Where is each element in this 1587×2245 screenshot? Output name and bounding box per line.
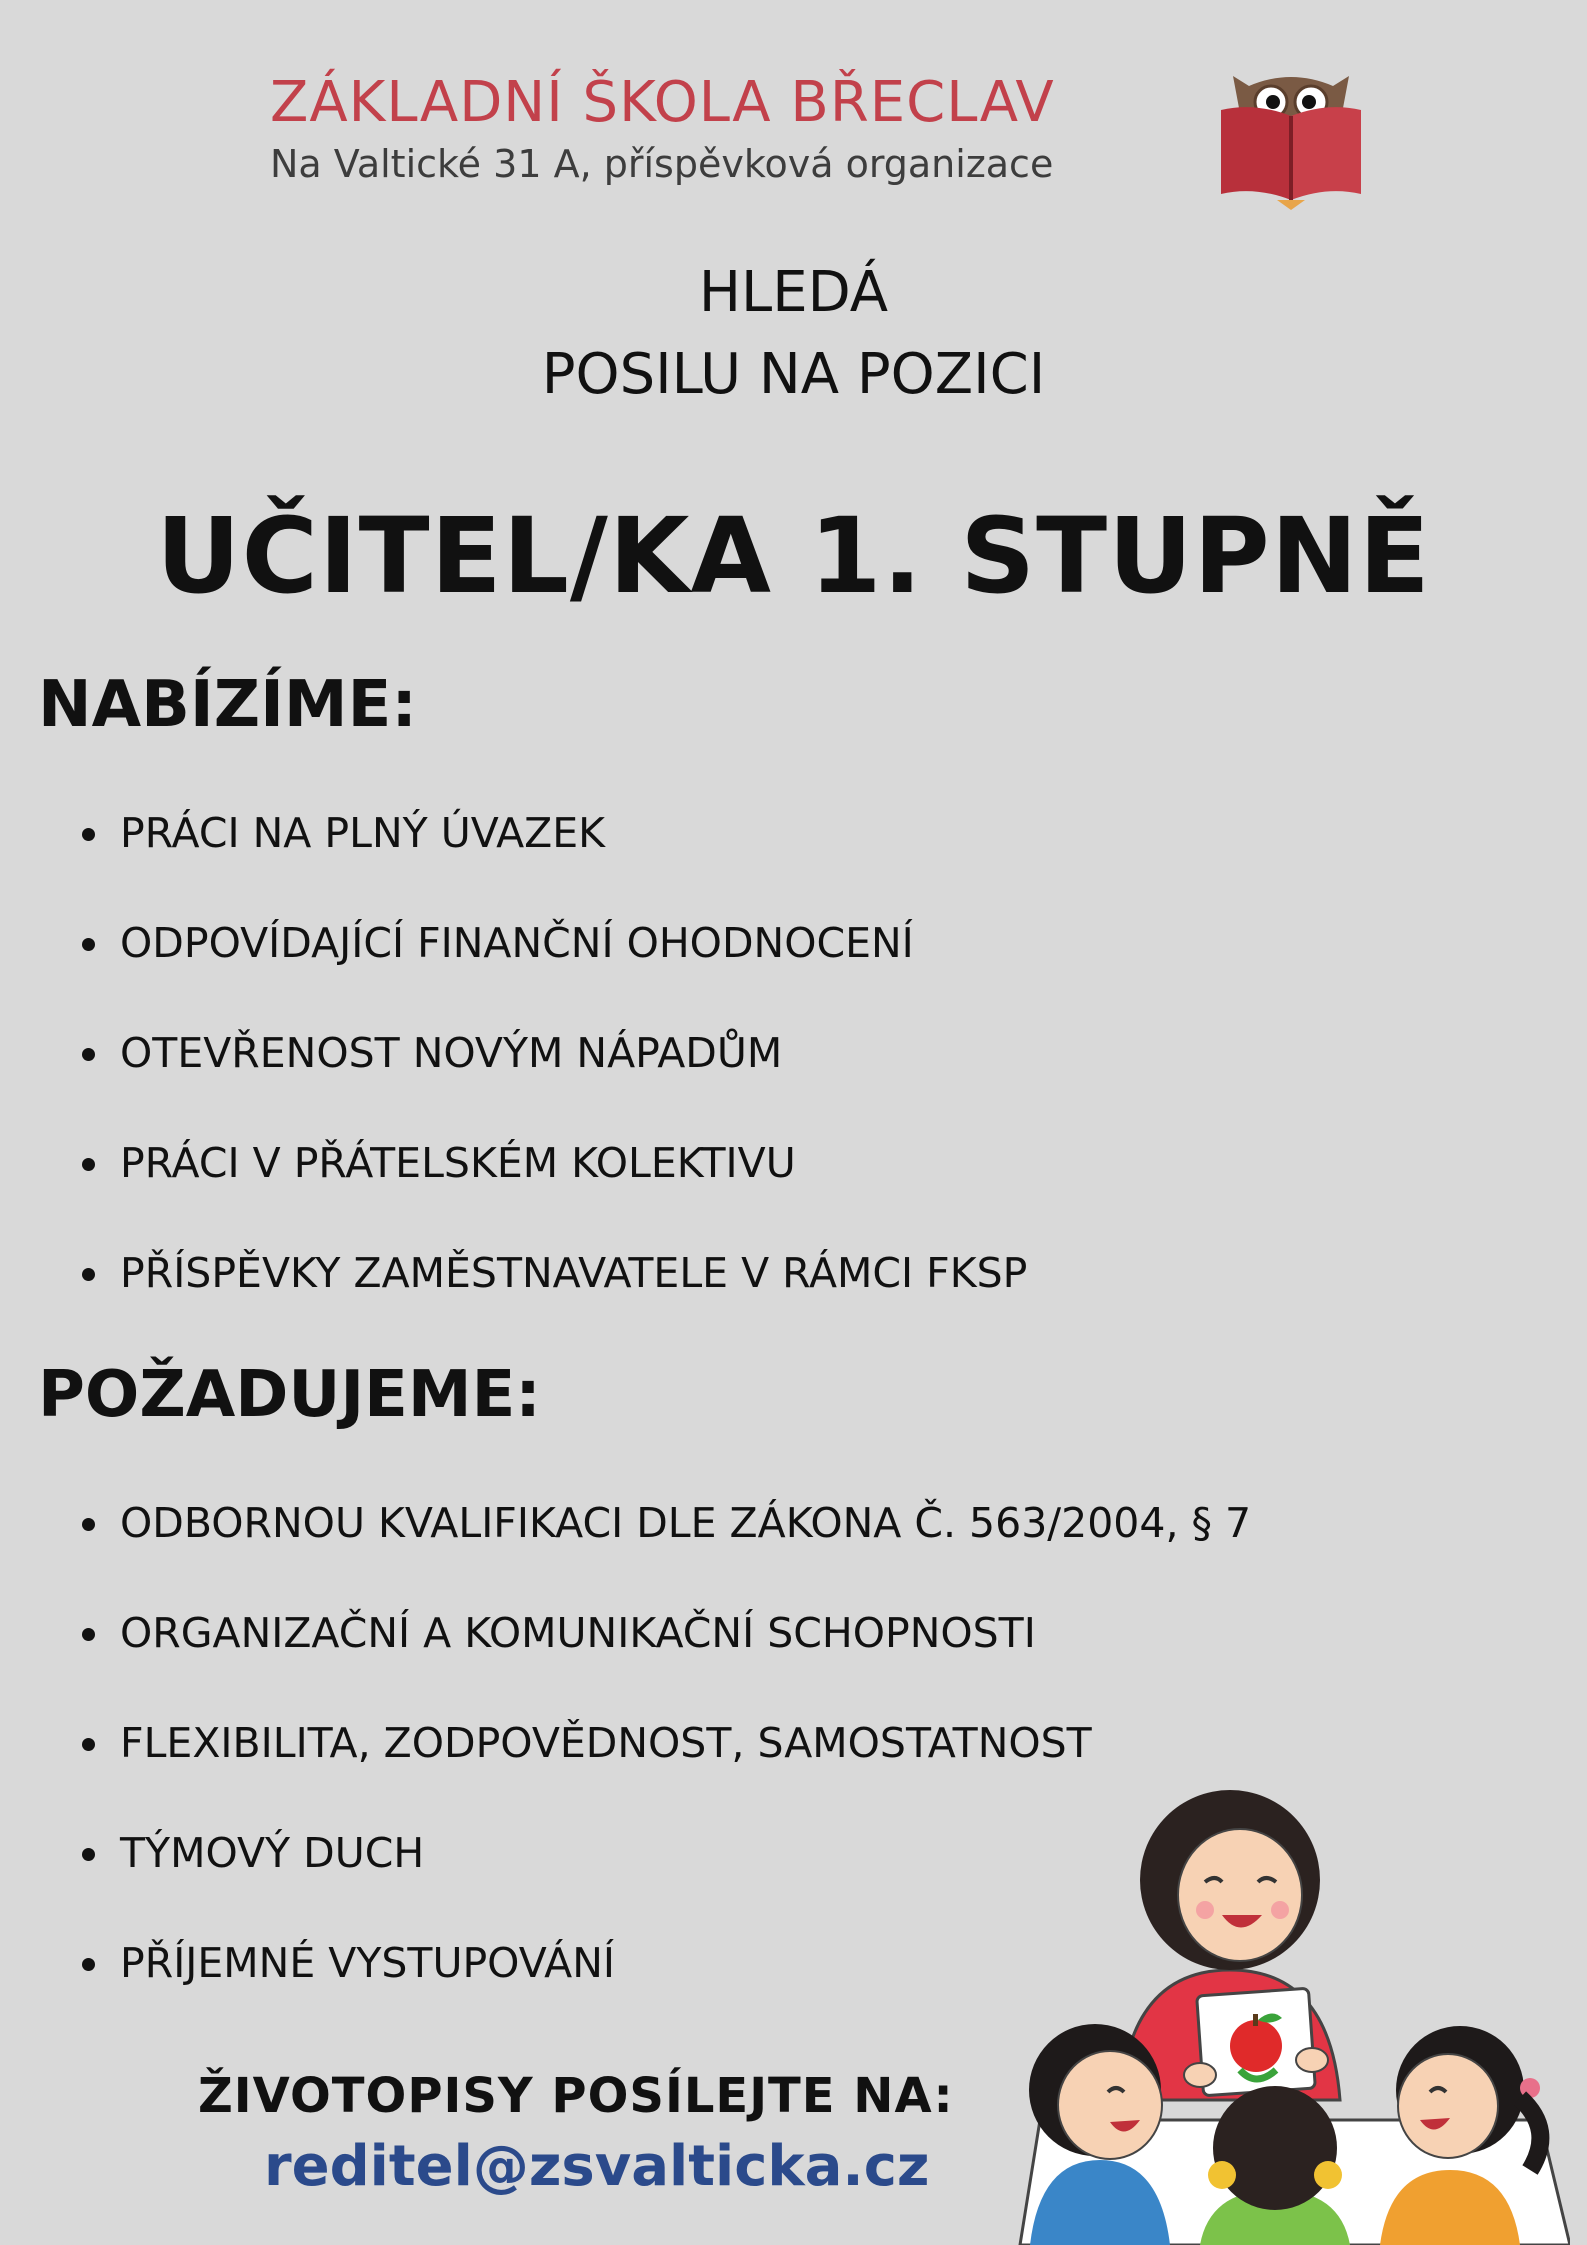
- list-item: OTEVŘENOST NOVÝM NÁPADŮM: [78, 998, 1027, 1108]
- contact-email[interactable]: reditel@zsvalticka.cz: [264, 2134, 930, 2199]
- requirements-heading: POŽADUJEME:: [38, 1358, 541, 1432]
- teacher-with-children-icon: [1000, 1770, 1570, 2245]
- offer-heading: NABÍZÍME:: [38, 668, 417, 742]
- list-item: FLEXIBILITA, ZODPOVĚDNOST, SAMOSTATNOST: [78, 1688, 1251, 1798]
- list-item: ODPOVÍDAJÍCÍ FINANČNÍ OHODNOCENÍ: [78, 888, 1027, 998]
- school-address: Na Valtické 31 A, příspěvková organizace: [270, 141, 1054, 186]
- intro-line-2: POSILU NA POZICI: [541, 342, 1046, 407]
- school-name: ZÁKLADNÍ ŠKOLA BŘECLAV: [270, 70, 1055, 135]
- intro-line-1: HLEDÁ: [698, 260, 889, 325]
- list-item: PŘÍSPĚVKY ZAMĚSTNAVATELE V RÁMCI FKSP: [78, 1218, 1027, 1328]
- contact-cta: ŽIVOTOPISY POSÍLEJTE NA:: [198, 2068, 954, 2124]
- list-item: ODBORNOU KVALIFIKACI DLE ZÁKONA Č. 563/2004, § 7: [78, 1468, 1251, 1578]
- list-item: PRÁCI V PŘÁTELSKÉM KOLEKTIVU: [78, 1108, 1027, 1218]
- list-item: PŘÍJEMNÉ VYSTUPOVÁNÍ: [78, 1908, 1251, 2018]
- list-item: TÝMOVÝ DUCH: [78, 1798, 1251, 1908]
- intro-text: [0, 252, 1587, 416]
- position-title: UČITEL/KA 1. STUPNĚ: [156, 495, 1431, 617]
- owl-book-icon: [1215, 58, 1367, 210]
- list-item: PRÁCI NA PLNÝ ÚVAZEK: [78, 778, 1027, 888]
- list-item: ORGANIZAČNÍ A KOMUNIKAČNÍ SCHOPNOSTI: [78, 1578, 1251, 1688]
- offer-list: [78, 778, 1027, 1328]
- school-header: [270, 72, 1130, 186]
